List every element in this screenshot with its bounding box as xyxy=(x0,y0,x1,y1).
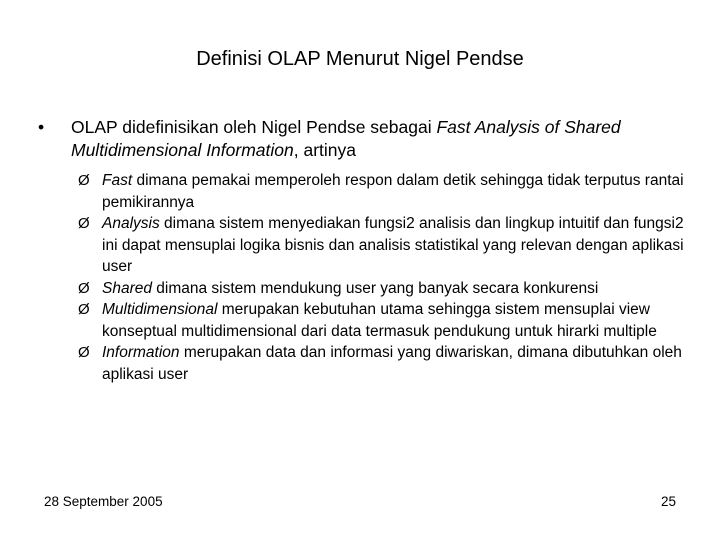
arrow-bullet-icon: Ø xyxy=(78,344,90,361)
page-number: 25 xyxy=(660,494,676,509)
arrow-bullet-icon: Ø xyxy=(78,172,90,189)
slide-title: Definisi OLAP Menurut Nigel Pendse xyxy=(196,48,524,70)
list-item xyxy=(78,342,688,385)
footer-date: 28 September 2005 xyxy=(44,494,163,509)
sub-bullet-list xyxy=(78,170,688,385)
main-bullet-prefix: OLAP didefinisikan oleh Nigel Pendse sebagai xyxy=(71,117,437,137)
sub-item-term: Fast xyxy=(102,172,133,189)
sub-item-term: Information xyxy=(102,344,180,361)
sub-item-text: merupakan data dan informasi yang diwariskan, dimana dibutuhkan oleh aplikasi user xyxy=(102,344,682,383)
list-item xyxy=(78,278,688,300)
list-item xyxy=(78,299,688,342)
main-bullet-suffix: , artinya xyxy=(293,140,356,160)
sub-item-text: merupakan kebutuhan utama sehingga sistem mensuplai view konseptual multidimensional dari data termasuk pendukung untuk hirarki multiple xyxy=(102,301,657,340)
list-item xyxy=(78,213,688,278)
sub-item-term: Multidimensional xyxy=(102,301,218,318)
arrow-bullet-icon: Ø xyxy=(78,215,90,232)
sub-item-term: Analysis xyxy=(102,215,160,232)
main-bullet-text xyxy=(71,116,678,162)
main-bullet-italic: Fast Analysis of Shared Multidimensional Information xyxy=(71,117,621,160)
sub-item-text: dimana pemakai memperoleh respon dalam detik sehingga tidak terputus rantai pemikirannya xyxy=(102,172,684,211)
list-item xyxy=(78,170,688,213)
sub-item-text: dimana sistem mendukung user yang banyak secara konkurensi xyxy=(151,279,599,297)
bullet-dot: • xyxy=(38,117,45,137)
main-bullet xyxy=(38,116,678,162)
arrow-bullet-icon: Ø xyxy=(78,279,90,297)
sub-item-text: dimana sistem menyediakan fungsi2 analisis dan lingkup intuitif dan fungsi2 ini dapat mensuplai logika bisnis dan analisis statistikal yang relevan dengan aplikasi user xyxy=(102,215,684,275)
arrow-bullet-icon: Ø xyxy=(78,301,90,318)
sub-item-term: Shared xyxy=(102,279,152,297)
